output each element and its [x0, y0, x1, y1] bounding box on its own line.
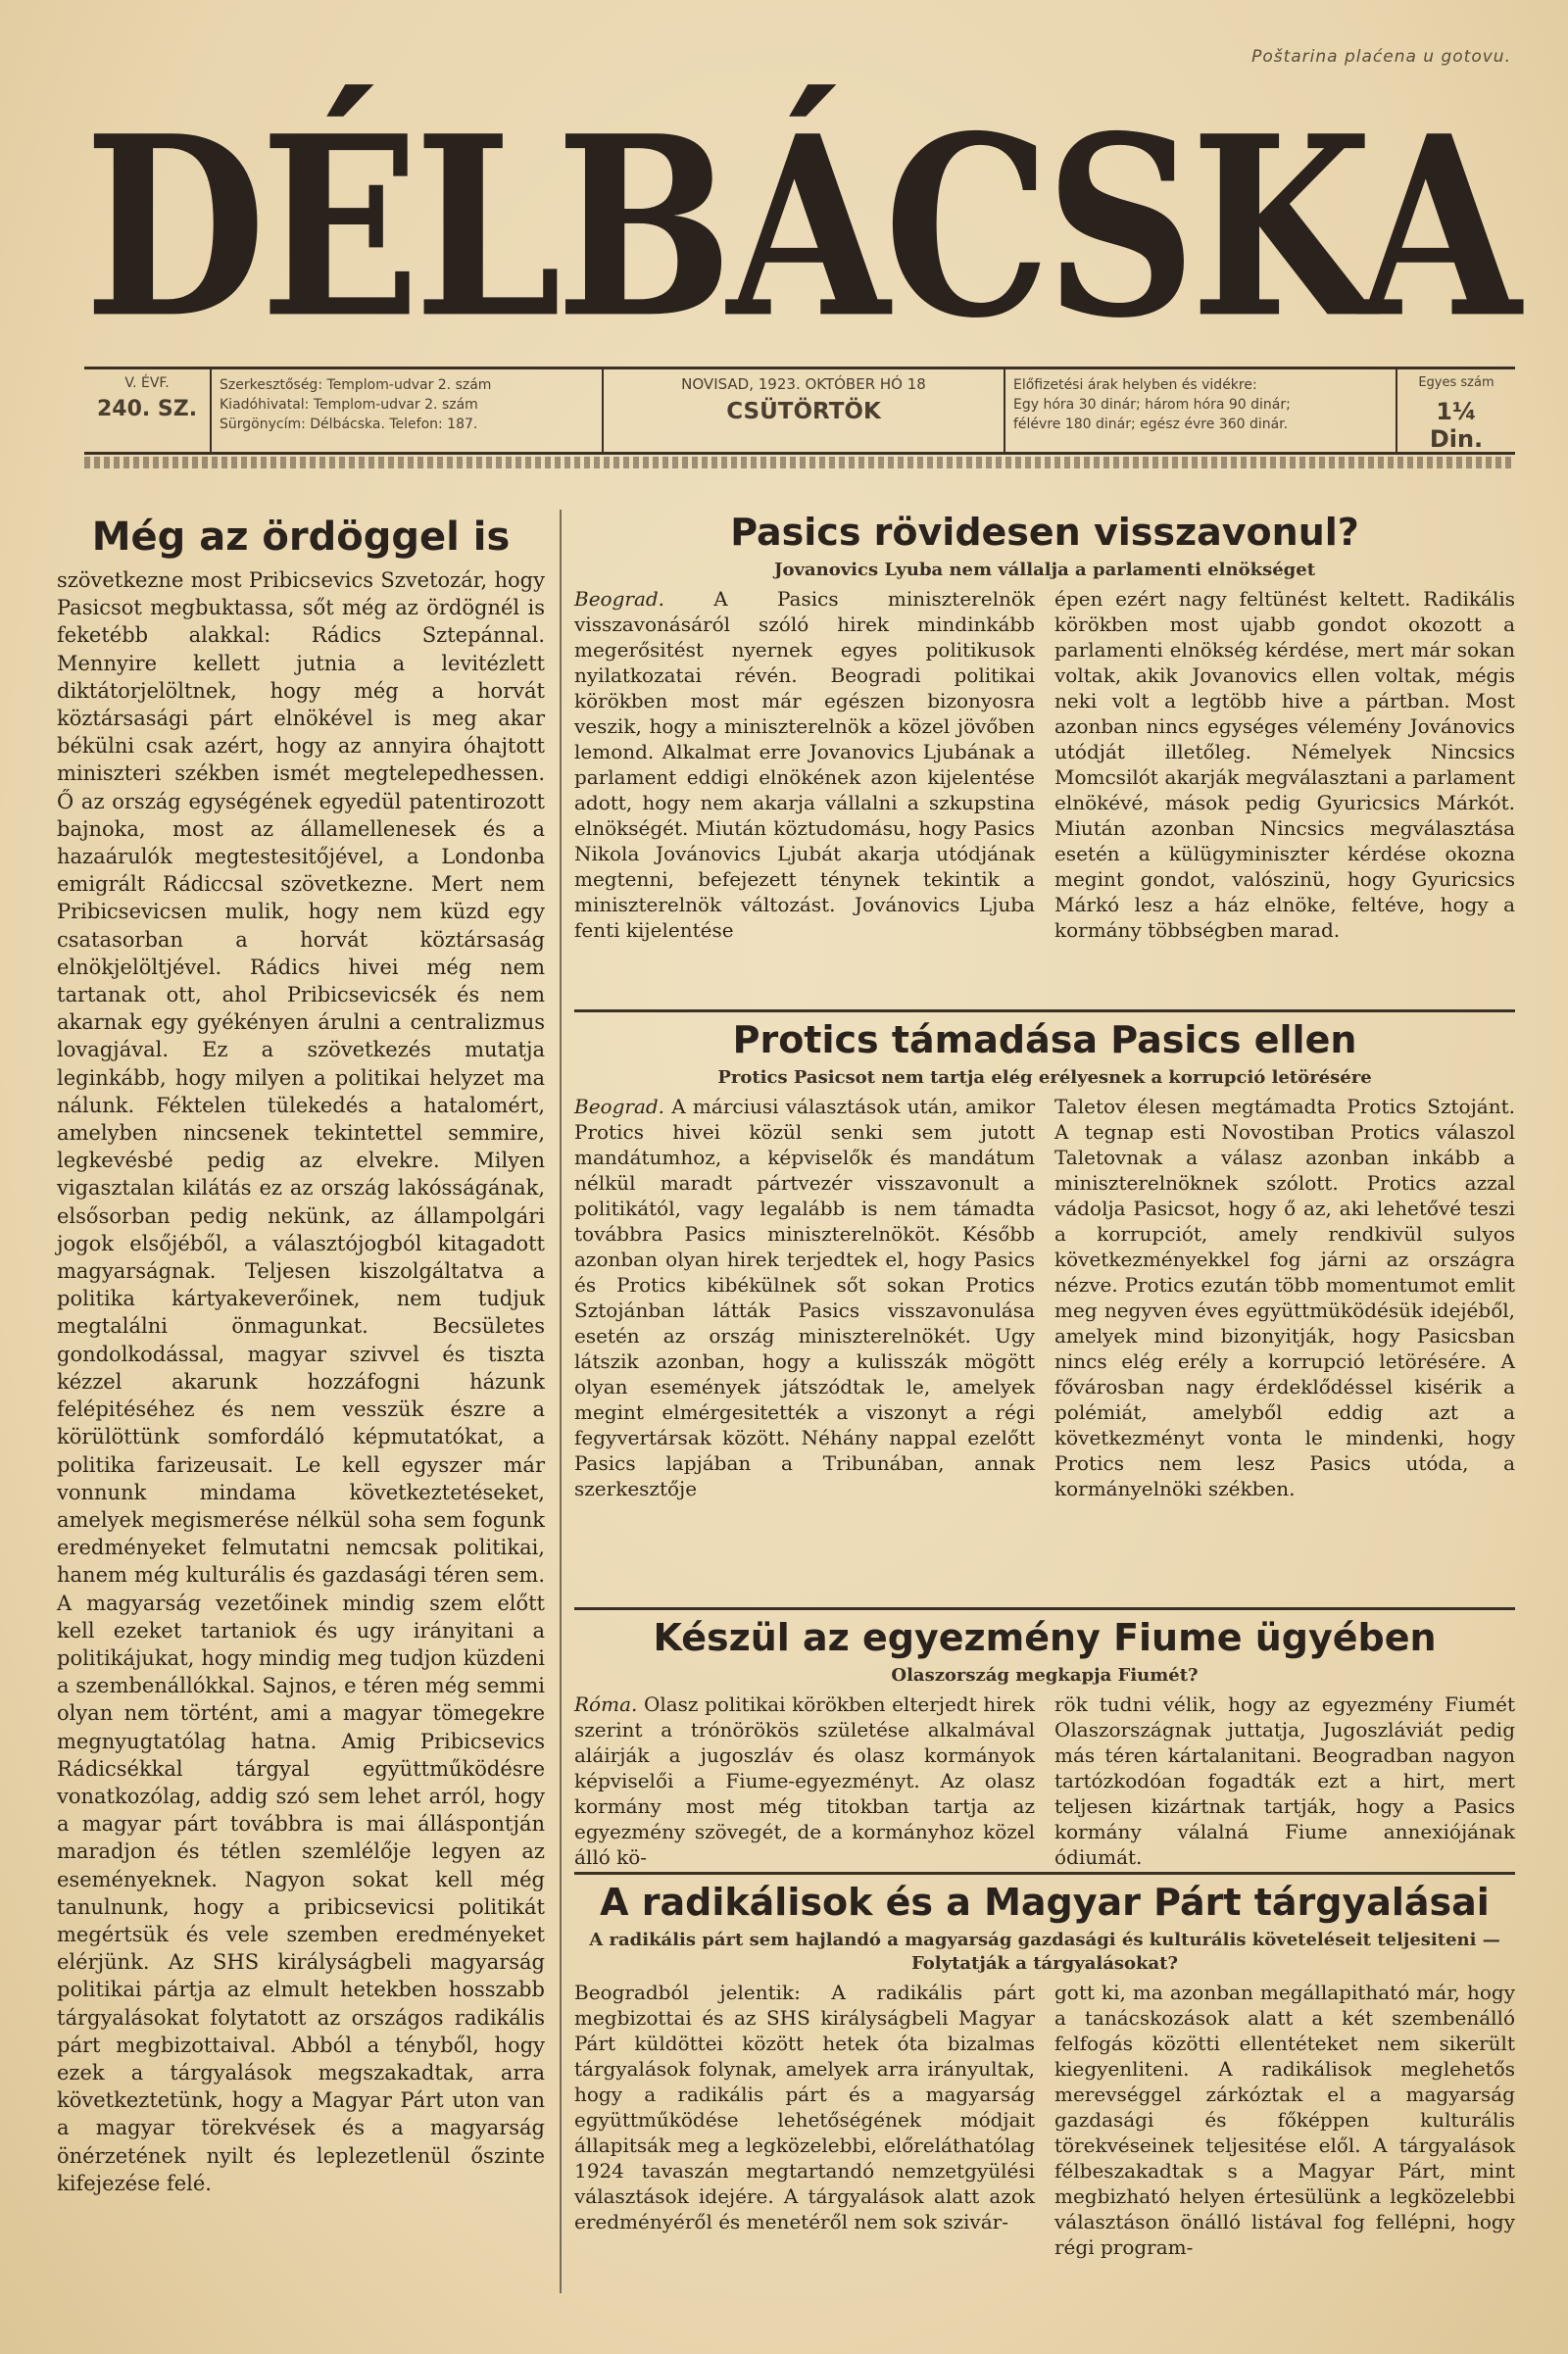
editorial-box [212, 369, 604, 452]
telegram-phone: Sürgönycím: Délbácska. Telefon: 187. [220, 417, 478, 432]
article-radicals-left: Beogradból jelentik: A radikális párt megbizottai és az SHS királyságbeli Magyar Párt küldöttei között hetek óta bizalmas tárgyalások folynak, amelyek arra irányultak, hogy a radikális párt és a magyarság együttműködése lehetőségének módjait állapitsák meg a legközelebbi, előreláthatólag 1924 tavaszán megtartandó nemzetgyülési választások idejére. A tárgyalások alatt azok eredményéről és menetéről nem sok szivár- [574, 1981, 1035, 2233]
dateline: Róma. [574, 1692, 638, 1716]
article-protics-subtitle: Protics Pasicsot nem tartja elég erélyesnek a korrupció letörésére [717, 1067, 1372, 1088]
left-article [57, 508, 545, 2197]
single-copy-label: Egyes szám [1418, 375, 1494, 390]
article-fiume-title: Készül az egyezmény Fiume ügyében [653, 1616, 1437, 1659]
article-radicals-title: A radikálisok és a Magyar Párt tárgyalásai [600, 1881, 1490, 1924]
dateline: Beograd. [574, 587, 665, 611]
issue-number: 240. SZ. [96, 397, 198, 421]
article-fiume-right: rök tudni vélik, hogy az egyezmény Fiumét Olaszországnak juttatja, Jugoszláviát pedig más téren kártalanitani. Beogradban nagyon tartózkodóan fogadták ezt a hirt, mert teljesen kizártnak tartják, hogy a Pasics kormány válalná Fiume annexiójának ódiumát. [1054, 1692, 1515, 1869]
article-protics-left [574, 1094, 1035, 1501]
subscription-line-2: Egy hóra 30 dinár; három hóra 90 dinár; [1013, 397, 1291, 413]
subscription-line-1: Előfizetési árak helyben és vidékre: [1013, 377, 1257, 393]
issue-box [84, 369, 212, 452]
single-copy-box [1397, 369, 1515, 452]
article-protics-right: Taletov élesen megtámadta Protics Sztojánt. A tegnap esti Novostiban Protics válaszol Taletovnak a válasz azonban inkább a miniszterelnöknek szólott. Protics azzal vádolja Pasicsot, hogy ő az, aki lehetővé teszi a korrupciót, amely rendkivül sulyos következményekkel fog járni az országra nézve. Protics ezután több momentumot emlit meg negyven éves együttmüködésük idejéből, amelyek mind bizonyitják, hogy Pasicsban nincs elég erély a korrupció letörésére. A fővárosban nagy érdeklődéssel kisérik a polémiát, amelyből eddig azt a következményt vonta le mindenki, hogy Protics nem lesz Pasics utóda, a kormányelnöki székben. [1054, 1095, 1515, 1500]
postal-note: Poštarina plaćena u gotovu. [1251, 47, 1511, 67]
article-fiume [574, 1613, 1515, 1870]
left-article-title: Még az ördöggel is [91, 515, 511, 560]
article-protics-left-text: A márciusi választások után, amikor Protics hivei közül senki sem jutott mandátumhoz, a képviselők és mandátum nélkül maradt pártvezér visszavonult a politikától, vagy legalább is nem támadta továbbra Pasics miniszterelnököt. Később azonban olyan hirek terjedtek el, hogy Pasics és Protics kibékülnek sőt sokan Protics Sztojánban látták Pasics visszavonulása esetén az ország miniszterelnökét. Ugy látszik azonban, hogy a kulisszák mögött olyan események játszódtak le, amelyek megint elmérgesitették a viszonyt a régi fegyvertársak között. Néhány nappal ezelőtt Pasics lapjában a Tribunában, annak szerkesztője [574, 1095, 1036, 1500]
article-pasics-left-text: A Pasics miniszterelnök visszavonásáról szóló hirek mindinkább megerősitést nyernek egyes politikusok nyilatkozatai révén. Beogradi politikai körökben most már egészen bizonyosra veszik, hogy a miniszterelnök a közel jövőben lemond. Alkalmat erre Jovanovics Ljubának a parlament eddigi elnökének azon kijelentése adott, hogy nem akarja vállalni a szkupstina elnökségét. Miután köztudomásu, hogy Pasics Nikola Jovánovics Ljubát akarja utódjának megtenni, befejezett ténynek tekintik a miniszterelnök változást. Jovánovics Ljuba fenti kijelentése [574, 587, 1036, 942]
article-protics [574, 1015, 1515, 1501]
column-divider [560, 510, 562, 2293]
issue-date: NOVISAD, 1923. OKTÓBER HÓ 18 [681, 375, 926, 393]
article-pasics-left [574, 586, 1035, 943]
header-divider [84, 457, 1515, 468]
article-fiume-left-text: Olasz politikai körökben elterjedt hirek szerint a trónörökös születése alkalmával aláirják a jugoszláv és olasz kormányok képviselői a Fiume-egyezményt. Az olasz kormány most még titokban tartja az egyezmény szövegét, de a kormányhoz közel álló kö- [574, 1692, 1035, 1869]
editorial-address: Szerkesztőség: Templom-udvar 2. szám [220, 377, 492, 393]
left-article-body: szövetkezne most Pribicsevics Szvetozár, hogy Pasicsot megbuktassa, sőt még az ördögnél is feketébb alakkal: Rádics Sztepánnal. Mennyire kellett jutnia a levitézlett diktátorjelöltnek, hogy még a horvát köztársasági párt elnökével is meg akar békülni csak azért, hogy az annyira óhajtott miniszteri székben ismét megtelepedhessen. Ő az ország egységének egyedül patentirozott bajnoka, most az államellenesek és a hazaárulók megtestesitőjével, a Londonba emigrált Rádiccsal szövetkezne. Mert nem Pribicsevicsen mulik, hogy nem küzd egy csatasorban a horvát köztársaság elnökjelöltjével. Rádics hivei még nem tartanak ott, ahol Pribicsevicsék és nem akarnak egy gyékényen árulni a centralizmus lovagjával. Ez a szövetkezés mutatja leginkább, hogy milyen a politikai helyzet ma nálunk. Féktelen tülekedés a hatalomért, amelyben nincsenek tekintettel semmire, legkevésbé pedig az elvekre. Milyen vigasztalan kilátás ez az ország lakósságának, elsősorban pedig nekünk, az állampolgári jogok elsőjéből, a választójogból kitagadott magyarságnak. Teljesen kiszolgáltatva a politika kártyakeverőinek, nem tudjuk megtalálni önmagunkat. Becsületes gondolkodással, magyar szivvel és tiszta kézzel akarunk hozzáfogni házunk felépitéséhez és nem vesszük észre a körülöttünk somfordáló képmutatókat, a politika farizeusait. Le kell egyszer már vonnunk mindama következtetéseket, amelyek megismerése nélkül soha sem fogunk eredményeket felmutatni nemcsak politikai, hanem még kulturális és gazdasági téren sem. A magyarság vezetőinek mindig szem előtt kell ezeket tartaniok és ugy irányitani a politikájukat, hogy mindig meg tudjon küzdeni a szembenállókkal. Sajnos, e téren még semmi olyan nem történt, ami a magyar tömegekre megnyugtatólag hatna. Amig Pribicsevics Rádicsékkal tárgyal együttműködésre vonatkozólag, addig szó sem lehet arról, hogy a magyar párt továbbra is mai álláspontján maradjon és tétlen szemlélője legyen az eseményeknek. Nagyon sokat kell még tanulnunk, hogy a pribicsevicsi politikát megértsük és vele szemben eredményeket elérjünk. Az SHS királyságbeli magyarság politikai pártja az elmult hetekben hosszabb tárgyalásokat folytatott az országos radikális párt megbizottaival. Abból a tényből, hogy ezek a tárgyalások megszakadtak, arra következtetünk, hogy a Magyar Párt uton van a magyar törekvések és a magyarság önérzetének nyilt és leplezetlenül őszinte kifejezése felé. [57, 568, 545, 2195]
section-rule [574, 1872, 1515, 1875]
info-bar [84, 367, 1515, 455]
article-radicals-subtitle: A radikális párt sem hajlandó a magyarság gazdasági és kulturális követeléseit teljesiteni — Folytatják a tárgyalásokat? [589, 1930, 1500, 1974]
volume-year: V. ÉVF. [124, 375, 170, 391]
subscription-box [1005, 369, 1397, 452]
article-radicals [574, 1878, 1515, 2260]
article-radicals-right: gott ki, ma azonban megállapitható már, hogy a tanácskozások alatt a két szembenálló felfogás közötti ellentéteket nem sikerült kiegyenliteni. A radikálisok meglehetős merevséggel zárkóztak el a magyarság gazdasági és főképpen kulturális törekvéseinek teljesitése elől. A tárgyalások félbeszakadtak s a Magyar Párt, mint megbizható helyen értesülünk a legközelebbi választáson önálló listával fog fellépni, hogy régi program- [1054, 1981, 1515, 2259]
masthead-title: DÉLBÁCSKA [83, 82, 1516, 373]
article-protics-title: Protics támadása Pasics ellen [732, 1018, 1357, 1061]
masthead [83, 82, 1516, 373]
article-fiume-subtitle: Olaszország megkapja Fiumét? [891, 1665, 1199, 1686]
single-copy-price: 1¼ Din. [1429, 398, 1484, 453]
subscription-line-3: félévre 180 dinár; egész évre 360 dinár. [1013, 417, 1289, 432]
publisher-address: Kiadóhivatal: Templom-udvar 2. szám [220, 397, 478, 413]
section-rule [574, 1607, 1515, 1610]
issue-weekday: CSÜTÖRTÖK [726, 399, 881, 424]
article-pasics-subtitle: Jovanovics Lyuba nem vállalja a parlamenti elnökséget [773, 560, 1316, 580]
article-pasics-title: Pasics rövidesen visszavonul? [730, 511, 1359, 554]
article-pasics-right: épen ezért nagy feltünést keltett. Radikális körökben most ujabb gondot okozott a parlamenti elnökség kérdése, mert már sokan voltak, akik Jovanovics ellen voltak, mégis neki volt a legtöbb hive a pártban. Most azonban nincs egységes vélemény Jovánovics utódját illetőleg. Némelyek Nincsics Momcsilót akarják megválasztani a parlament elnökévé, mások pedig Gyuricsics Márkót. Miután azonban Nincsics megválasztása esetén a külügyminiszter kérdése okozna megint gondot, valószinü, hogy Gyuricsics Márkó lesz a ház elnöke, feltéve, hogy a kormány többségben marad. [1054, 587, 1515, 942]
article-fiume-left [574, 1692, 1035, 1870]
date-box [604, 369, 1005, 452]
article-pasics [574, 508, 1515, 943]
section-rule [574, 1009, 1515, 1012]
dateline: Beograd. [574, 1095, 665, 1118]
